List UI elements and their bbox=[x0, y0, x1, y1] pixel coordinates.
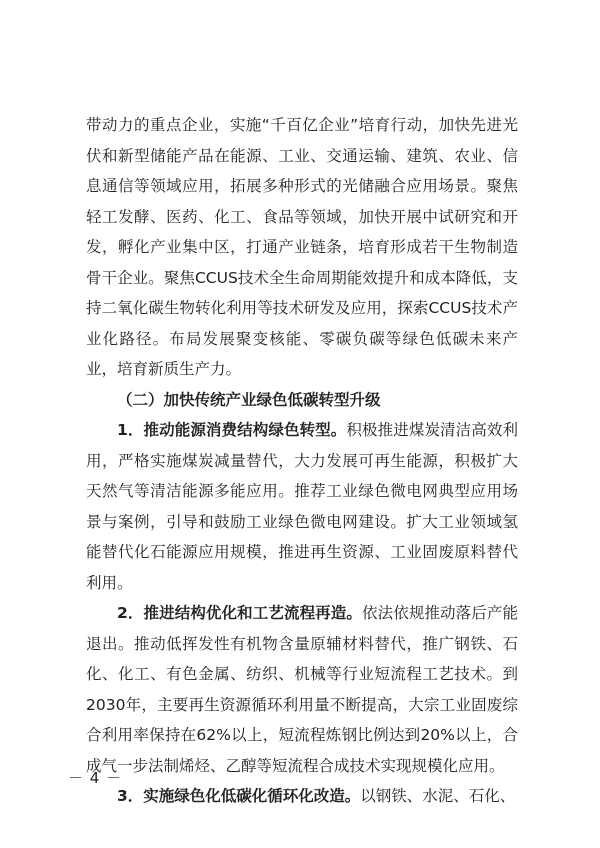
document-body bbox=[86, 110, 518, 812]
list-item-2 bbox=[86, 598, 518, 781]
list-item-3-lead: 3．实施绿色化低碳化循环化改造。 bbox=[117, 787, 361, 805]
list-item-1 bbox=[86, 415, 518, 598]
list-item-3-body: 以钢铁、水泥、石化、 bbox=[360, 787, 516, 805]
list-item-2-lead: 2．推进结构优化和工艺流程再造。 bbox=[117, 604, 363, 622]
paragraph-continued: 带动力的重点企业，实施“千百亿企业”培育行动，加快先进光伏和新型储能产品在能源、工业、交通运输、建筑、农业、信息通信等领域应用，拓展多种形式的光储融合应用场景。聚焦轻工发酵、医药、化工、食品等领域，加快开展中试研究和开发，孵化产业集中区，打通产业链条，培育形成若干生物制造骨干企业。聚焦CCUS技术全生命周期能效提升和成本降低，支持二氧化碳生物转化利用等技术研发及应用，探索CCUS技术产业化路径。布局发展聚变核能、零碳负碳等绿色低碳未来产业，培育新质生产力。 bbox=[86, 116, 518, 378]
list-item-3 bbox=[86, 781, 518, 812]
list-item-1-body: 积极推进煤炭清洁高效利用，严格实施煤炭减量替代，大力发展可再生能源，积极扩大天然气等清洁能源多能应用。推荐工业绿色微电网典型应用场景与案例，引导和鼓励工业绿色微电网建设。扩大工业领域氢能替代化石能源应用规模，推进再生资源、工业固废原料替代利用。 bbox=[86, 421, 518, 592]
list-item-2-body: 依法依规推动落后产能退出。推动低挥发性有机物含量原辅材料替代，推广钢铁、石化、化工、有色金属、纺织、机械等行业短流程工艺技术。到2030年，主要再生资源循环利用量不断提高，大宗工业固废综合利用率保持在62%以上，短流程炼钢比例达到20%以上，合成气一步法制烯烃、乙醇等短流程合成技术实现规模化应用。 bbox=[86, 604, 518, 775]
page-number: － 4 － bbox=[68, 769, 123, 787]
list-item-1-lead: 1．推动能源消费结构绿色转型。 bbox=[117, 421, 347, 439]
section-heading: （二）加快传统产业绿色低碳转型升级 bbox=[117, 390, 381, 409]
